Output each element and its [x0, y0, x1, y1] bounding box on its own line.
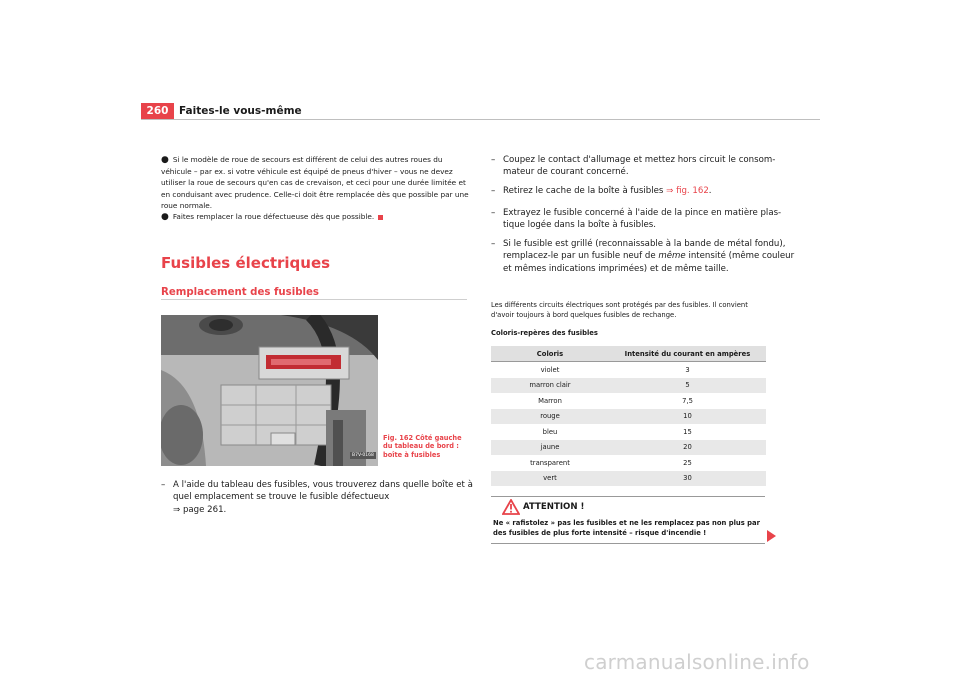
fuse-color-table [491, 346, 766, 486]
page-number: 260 [141, 103, 174, 120]
header-divider [141, 119, 820, 120]
column-header-amperage: Intensité du courant en ampères [609, 346, 766, 362]
page-reference-link[interactable]: page 261. [182, 504, 227, 515]
step-consult-table: – A l'aide du tableau des fusibles, vous trouverez dans quelle boîte et à quel emplacement se trouve le fusible défectueux ⇒ page 261. [161, 480, 473, 515]
table-row: Marron 7,5 [491, 393, 766, 409]
warning-title: ATTENTION ! [523, 502, 585, 512]
figure-reference-link[interactable]: fig. 162 [676, 186, 709, 196]
continue-arrow-icon [767, 530, 776, 542]
arrow-right-icon: ⇒ [666, 186, 674, 196]
step-extract-fuse: – Extrayez le fusible concerné à l'aide de la pince en matière plas-tique logée dans la boîte à fusibles. [491, 208, 782, 231]
page-title: Faites-le vous-même [179, 105, 302, 117]
table-row: jaune 20 [491, 440, 766, 456]
arrow-right-icon: ⇒ [173, 504, 181, 515]
table-row: bleu 15 [491, 424, 766, 440]
replace-wheel-note: ● Faites remplacer la roue défectueuse dès que possible. [161, 211, 471, 223]
table-row: transparent 25 [491, 455, 766, 471]
step-remove-cover: – Retirez le cache de la boîte à fusibles ⇒ fig. 162. [491, 186, 712, 196]
column-header-color: Coloris [491, 346, 609, 362]
table-header-row [491, 346, 766, 362]
dashboard-illustration [161, 315, 378, 466]
subsection-divider [161, 299, 467, 300]
table-row: violet 3 [491, 362, 766, 378]
step-switch-off: – Coupez le contact d'allumage et mettez hors circuit le consom-mateur de courant concerné. [491, 155, 776, 178]
table-row: rouge 10 [491, 409, 766, 425]
step-replace-fuse: – Si le fusible est grillé (reconnaissable à la bande de métal fondu), remplacez-le par un fusible neuf de même intensité (même couleur et mêmes indications imprimées) et de même taille. [491, 239, 795, 274]
watermark: carmanualsonline.info [584, 650, 810, 674]
subsection-title: Remplacement des fusibles [161, 287, 319, 298]
warning-triangle-icon [502, 499, 520, 515]
fuse-table-title: Coloris-repères des fusibles [491, 329, 598, 337]
table-row: marron clair 5 [491, 378, 766, 394]
warning-text: Ne « rafistolez » pas les fusibles et ne les remplacez pas non plus par des fusibles de plus forte intensité – risque d'incendie ! [493, 519, 760, 538]
table-row: vert 30 [491, 471, 766, 487]
figure-code: B7V-0168 [352, 453, 374, 458]
fuse-box-photo [161, 315, 378, 466]
section-title: Fusibles électriques [161, 254, 331, 272]
bullet-icon: ● [161, 155, 169, 165]
bullet-icon: ● [161, 212, 169, 222]
spare-wheel-note: ● Si le modèle de roue de secours est différent de celui des autres roues du véhicule – par ex. si votre véhicule est équipé de pneus d'hiver – vous ne devez utiliser la roue de secours qu'en cas de crevaison, et ceci pour une durée limitée et en conduisant avec prudence. Celle-ci doit être remplacée dès que possible par une roue normale. [161, 155, 469, 210]
fuse-intro-text: Les différents circuits électriques sont protégés par des fusibles. Il convient d'avoir toujours à bord quelques fusibles de rechange. [491, 301, 748, 319]
figure-caption: Fig. 162 Côté gauche du tableau de bord : boîte à fusibles [383, 434, 462, 459]
end-of-section-icon [378, 215, 383, 220]
